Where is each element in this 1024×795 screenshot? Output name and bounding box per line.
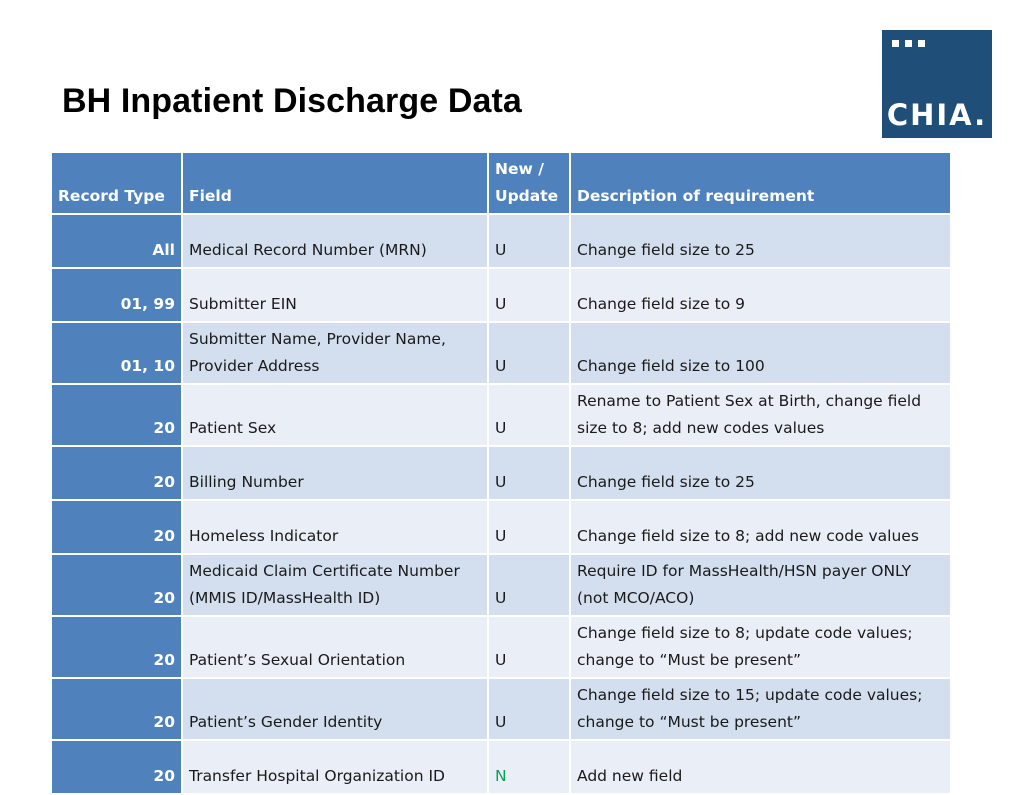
- table-row: [51, 500, 951, 554]
- header-description: Description of requirement: [570, 152, 951, 214]
- cell-field: Medicaid Claim Certificate Number (MMIS ID/MassHealth ID): [182, 554, 488, 616]
- cell-field: Homeless Indicator: [182, 500, 488, 554]
- cell-new-update: U: [488, 446, 570, 500]
- page-title: BH Inpatient Discharge Data: [62, 82, 522, 120]
- cell-new-update: U: [488, 554, 570, 616]
- table-row: [51, 384, 951, 446]
- cell-new-update: N: [488, 740, 570, 794]
- cell-record-type: All: [51, 214, 182, 268]
- cell-new-update: U: [488, 678, 570, 740]
- cell-record-type: 20: [51, 500, 182, 554]
- table-row: [51, 446, 951, 500]
- cell-new-update: U: [488, 214, 570, 268]
- cell-new-update: U: [488, 268, 570, 322]
- table-row: [51, 322, 951, 384]
- cell-field: Medical Record Number (MRN): [182, 214, 488, 268]
- table-row: [51, 554, 951, 616]
- cell-record-type: 20: [51, 446, 182, 500]
- cell-record-type: 20: [51, 616, 182, 678]
- cell-field: Patient’s Sexual Orientation: [182, 616, 488, 678]
- header-field: Field: [182, 152, 488, 214]
- table-row: [51, 616, 951, 678]
- cell-record-type: 20: [51, 678, 182, 740]
- cell-field: Billing Number: [182, 446, 488, 500]
- cell-description: Change field size to 8; update code values; change to “Must be present”: [570, 616, 951, 678]
- cell-field: Patient Sex: [182, 384, 488, 446]
- header-new-update: New / Update: [488, 152, 570, 214]
- table-header-row: [51, 152, 951, 214]
- cell-field: Submitter EIN: [182, 268, 488, 322]
- header-record-type: Record Type: [51, 152, 182, 214]
- cell-description: Require ID for MassHealth/HSN payer ONLY (not MCO/ACO): [570, 554, 951, 616]
- cell-description: Change field size to 25: [570, 446, 951, 500]
- cell-description: Add new field: [570, 740, 951, 794]
- cell-description: Change field size to 9: [570, 268, 951, 322]
- chia-logo: [882, 30, 992, 138]
- cell-record-type: 01, 99: [51, 268, 182, 322]
- cell-description: Change field size to 15; update code values; change to “Must be present”: [570, 678, 951, 740]
- cell-new-update: U: [488, 500, 570, 554]
- cell-record-type: 01, 10: [51, 322, 182, 384]
- cell-record-type: 20: [51, 740, 182, 794]
- cell-description: Rename to Patient Sex at Birth, change field size to 8; add new codes values: [570, 384, 951, 446]
- logo-dots-icon: [892, 40, 925, 47]
- table-row: [51, 268, 951, 322]
- table-row: [51, 678, 951, 740]
- cell-new-update: U: [488, 384, 570, 446]
- requirements-table: [50, 151, 952, 795]
- cell-description: Change field size to 100: [570, 322, 951, 384]
- cell-record-type: 20: [51, 384, 182, 446]
- logo-text: CHIA.: [886, 98, 988, 132]
- cell-description: Change field size to 8; add new code values: [570, 500, 951, 554]
- cell-description: Change field size to 25: [570, 214, 951, 268]
- cell-field: Transfer Hospital Organization ID: [182, 740, 488, 794]
- cell-record-type: 20: [51, 554, 182, 616]
- cell-new-update: U: [488, 322, 570, 384]
- table-row: [51, 214, 951, 268]
- cell-field: Submitter Name, Provider Name, Provider Address: [182, 322, 488, 384]
- cell-new-update: U: [488, 616, 570, 678]
- table-row: [51, 740, 951, 794]
- cell-field: Patient’s Gender Identity: [182, 678, 488, 740]
